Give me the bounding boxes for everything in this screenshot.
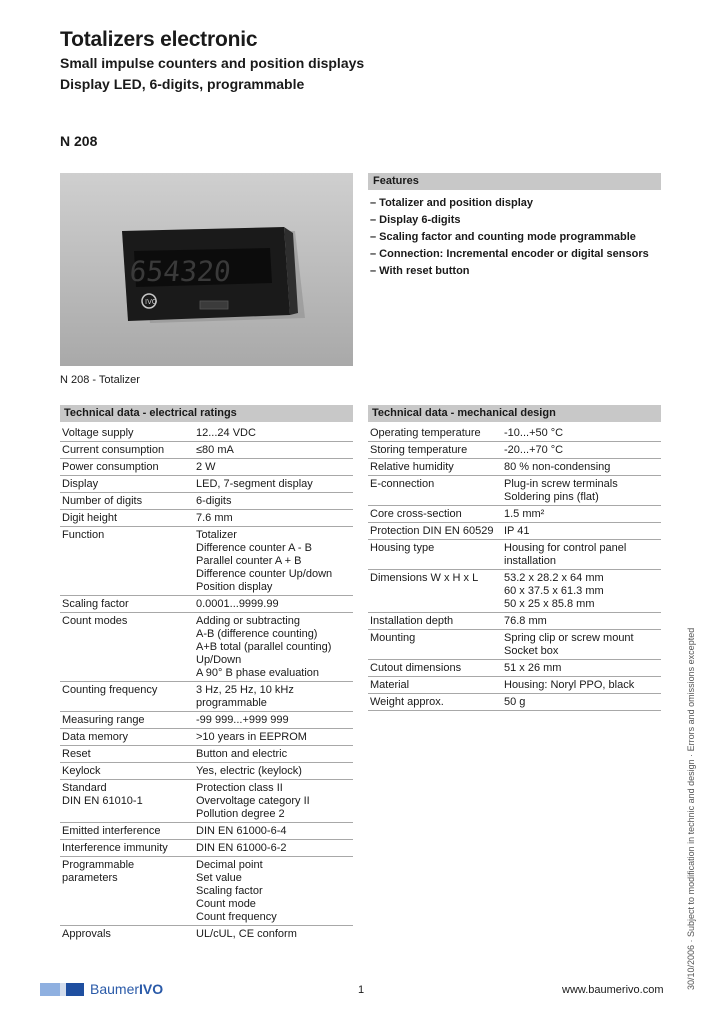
spec-value-line: Housing: Noryl PPO, black <box>504 679 635 691</box>
electrical-table <box>60 425 353 942</box>
spec-value <box>502 613 661 630</box>
spec-value-line: UL/cUL, CE conform <box>196 928 297 940</box>
spec-label-line: Installation depth <box>370 615 454 627</box>
spec-label-line: Number of digits <box>62 495 143 507</box>
spec-value-line: DIN EN 61000-6-4 <box>196 825 287 837</box>
page-subtitle: Small impulse counters and position displays <box>60 55 365 71</box>
spec-row <box>60 613 353 682</box>
spec-value <box>194 476 353 493</box>
spec-value-line: Yes, electric (keylock) <box>196 765 302 777</box>
feature-item: – Totalizer and position display <box>370 197 533 209</box>
display-digits: 654320 <box>127 255 233 288</box>
spec-label <box>368 677 502 694</box>
spec-row <box>368 660 661 677</box>
spec-row <box>60 493 353 510</box>
spec-label <box>60 442 194 459</box>
spec-value-line: LED, 7-segment display <box>196 478 313 490</box>
photo-caption: N 208 - Totalizer <box>60 374 140 386</box>
spec-label-line: Count modes <box>62 615 128 627</box>
spec-value <box>194 729 353 746</box>
brand-bar-gap <box>60 983 66 996</box>
spec-value <box>502 476 661 506</box>
spec-label-line: Mounting <box>370 632 416 644</box>
spec-label-line: Dimensions W x H x L <box>370 572 479 584</box>
counter-device-illustration <box>60 173 353 366</box>
spec-label-line: Programmable <box>62 859 135 871</box>
spec-value-line: IP 41 <box>504 525 530 537</box>
reset-button-illustration <box>200 301 228 309</box>
spec-row <box>368 694 661 711</box>
spec-row <box>60 857 353 926</box>
spec-value-line: Count mode <box>196 898 256 910</box>
spec-value-line: -99 999...+999 999 <box>196 714 289 726</box>
spec-value <box>194 746 353 763</box>
spec-row <box>60 425 353 442</box>
spec-label-line: Scaling factor <box>62 598 129 610</box>
spec-label-line: Relative humidity <box>370 461 454 473</box>
spec-value-line: Position display <box>196 581 273 593</box>
brand-logo <box>90 981 163 997</box>
spec-label <box>60 527 194 596</box>
spec-value <box>194 712 353 729</box>
spec-row <box>368 425 661 442</box>
spec-value-line: installation <box>504 555 556 567</box>
spec-row <box>368 613 661 630</box>
spec-label <box>60 780 194 823</box>
spec-value-line: 1.5 mm² <box>504 508 545 520</box>
spec-label-line: Voltage supply <box>62 427 134 439</box>
spec-value-line: Pollution degree 2 <box>196 808 285 820</box>
spec-value <box>502 425 661 442</box>
spec-value <box>502 677 661 694</box>
spec-label-line: Reset <box>62 748 91 760</box>
spec-label <box>60 476 194 493</box>
spec-label <box>368 694 502 711</box>
spec-label-line: Keylock <box>62 765 101 777</box>
spec-value-line: Parallel counter A + B <box>196 555 302 567</box>
spec-row <box>60 780 353 823</box>
spec-value <box>194 682 353 712</box>
spec-value-line: Soldering pins (flat) <box>504 491 599 503</box>
mechanical-heading: Technical data - mechanical design <box>368 405 661 422</box>
spec-label <box>368 523 502 540</box>
spec-value-line: 6-digits <box>196 495 232 507</box>
features-list <box>370 196 649 281</box>
spec-value <box>194 510 353 527</box>
spec-value <box>502 660 661 677</box>
spec-row <box>60 527 353 596</box>
spec-row <box>60 510 353 527</box>
spec-label <box>60 712 194 729</box>
spec-label-line: E-connection <box>370 478 435 490</box>
spec-value <box>502 570 661 613</box>
spec-value-line: Plug-in screw terminals <box>504 478 618 490</box>
spec-row <box>60 763 353 780</box>
product-photo <box>60 173 353 366</box>
spec-label <box>60 746 194 763</box>
website-link[interactable]: www.baumerivo.com <box>562 984 664 996</box>
spec-row <box>60 840 353 857</box>
spec-value <box>502 523 661 540</box>
spec-value <box>502 506 661 523</box>
spec-value <box>194 442 353 459</box>
spec-label <box>368 540 502 570</box>
spec-value-line: Totalizer <box>196 529 237 541</box>
spec-value-line: Housing for control panel <box>504 542 627 554</box>
brand-name: Baumer <box>90 981 140 997</box>
spec-value <box>194 527 353 596</box>
spec-value-line: 60 x 37.5 x 61.3 mm <box>504 585 604 597</box>
spec-value <box>502 442 661 459</box>
spec-label-line: DIN EN 61010-1 <box>62 795 143 807</box>
spec-value-line: ≤80 mA <box>196 444 234 456</box>
spec-row <box>60 682 353 712</box>
spec-row <box>368 677 661 694</box>
spec-label-line: Current consumption <box>62 444 165 456</box>
spec-value-line: Spring clip or screw mount <box>504 632 634 644</box>
spec-label-line: Cutout dimensions <box>370 662 462 674</box>
spec-label <box>60 823 194 840</box>
feature-item: – Display 6-digits <box>370 214 461 226</box>
feature-item: – Scaling factor and counting mode programmable <box>370 231 636 243</box>
spec-value <box>194 596 353 613</box>
spec-value-line: 3 Hz, 25 Hz, 10 kHz <box>196 684 294 696</box>
svg-text:IVO: IVO <box>145 298 158 306</box>
spec-value <box>502 540 661 570</box>
spec-row <box>368 630 661 660</box>
spec-value <box>194 823 353 840</box>
spec-label-line: Material <box>370 679 410 691</box>
electrical-heading: Technical data - electrical ratings <box>60 405 353 422</box>
spec-row <box>368 570 661 613</box>
spec-value <box>502 694 661 711</box>
mechanical-table <box>368 425 661 711</box>
spec-value <box>194 926 353 943</box>
spec-label-line: Weight approx. <box>370 696 444 708</box>
spec-label-line: Approvals <box>62 928 111 940</box>
spec-value <box>194 857 353 926</box>
spec-label <box>368 630 502 660</box>
spec-row <box>60 476 353 493</box>
spec-label <box>60 763 194 780</box>
spec-value-line: 2 W <box>196 461 216 473</box>
spec-row <box>60 459 353 476</box>
spec-label-line: Protection DIN EN 60529 <box>370 525 494 537</box>
side-note: 30/10/2006 · Subject to modification in technic and design · Errors and omissions excepted <box>686 627 696 990</box>
spec-row <box>60 712 353 729</box>
page-title: Totalizers electronic <box>60 28 258 51</box>
spec-label <box>368 459 502 476</box>
spec-value <box>502 459 661 476</box>
spec-label <box>368 570 502 613</box>
spec-value <box>194 763 353 780</box>
spec-value-line: Scaling factor <box>196 885 263 897</box>
spec-value-line: Count frequency <box>196 911 277 923</box>
features-heading: Features <box>368 173 661 190</box>
spec-row <box>60 746 353 763</box>
spec-value <box>194 780 353 823</box>
spec-row <box>60 596 353 613</box>
spec-value-line: 76.8 mm <box>504 615 547 627</box>
spec-value-line: Up/Down <box>196 654 242 666</box>
spec-value-line: 12...24 VDC <box>196 427 256 439</box>
spec-row <box>60 926 353 943</box>
spec-value <box>194 840 353 857</box>
spec-value-line: Difference counter Up/down <box>196 568 333 580</box>
spec-label <box>60 729 194 746</box>
spec-label <box>60 613 194 682</box>
model-number: N 208 <box>60 133 98 149</box>
spec-row <box>60 823 353 840</box>
feature-item: – With reset button <box>370 265 470 277</box>
spec-value-line: 51 x 26 mm <box>504 662 562 674</box>
spec-value-line: Decimal point <box>196 859 263 871</box>
spec-value <box>194 493 353 510</box>
spec-row <box>368 476 661 506</box>
spec-value-line: Protection class II <box>196 782 283 794</box>
spec-label-line: Storing temperature <box>370 444 468 456</box>
spec-label-line: Measuring range <box>62 714 145 726</box>
page-subtitle-display: Display LED, 6-digits, programmable <box>60 76 305 92</box>
brand-bar-accent <box>40 983 60 996</box>
spec-label-line: Display <box>62 478 99 490</box>
spec-row <box>368 459 661 476</box>
spec-label-line: Interference immunity <box>62 842 168 854</box>
spec-value-line: Overvoltage category II <box>196 795 310 807</box>
spec-label-line: Data memory <box>62 731 129 743</box>
spec-value-line: 80 % non-condensing <box>504 461 611 473</box>
spec-label-line: Housing type <box>370 542 435 554</box>
spec-label-line: Standard <box>62 782 107 794</box>
spec-label <box>368 425 502 442</box>
spec-row <box>60 729 353 746</box>
spec-value-line: A-B (difference counting) <box>196 628 318 640</box>
spec-value-line: A+B total (parallel counting) <box>196 641 332 653</box>
spec-row <box>368 540 661 570</box>
spec-row <box>60 442 353 459</box>
spec-row <box>368 523 661 540</box>
spec-value-line: programmable <box>196 697 267 709</box>
spec-label-line: Power consumption <box>62 461 159 473</box>
spec-value-line: Socket box <box>504 645 559 657</box>
spec-value <box>194 613 353 682</box>
spec-label <box>368 613 502 630</box>
brand-suffix: IVO <box>139 981 164 997</box>
spec-label-line: Function <box>62 529 105 541</box>
spec-value-line: -20...+70 °C <box>504 444 564 456</box>
spec-label <box>60 493 194 510</box>
page-number: 1 <box>358 984 365 996</box>
spec-label <box>60 510 194 527</box>
spec-label <box>60 459 194 476</box>
feature-item: – Connection: Incremental encoder or digital sensors <box>370 248 649 260</box>
spec-value <box>194 459 353 476</box>
spec-label-line: Emitted interference <box>62 825 161 837</box>
spec-value-line: 53.2 x 28.2 x 64 mm <box>504 572 604 584</box>
spec-label <box>60 596 194 613</box>
spec-value-line: 7.6 mm <box>196 512 233 524</box>
spec-label <box>368 660 502 677</box>
spec-label-line: Core cross-section <box>370 508 462 520</box>
spec-value-line: DIN EN 61000-6-2 <box>196 842 287 854</box>
spec-label-line: parameters <box>62 872 118 884</box>
spec-label <box>60 425 194 442</box>
spec-label-line: Digit height <box>62 512 118 524</box>
spec-label <box>60 682 194 712</box>
spec-value-line: Set value <box>196 872 242 884</box>
spec-value-line: Adding or subtracting <box>196 615 300 627</box>
spec-value-line: 50 g <box>504 696 526 708</box>
spec-label-line: Counting frequency <box>62 684 158 696</box>
spec-value-line: Difference counter A - B <box>196 542 312 554</box>
spec-value-line: >10 years in EEPROM <box>196 731 307 743</box>
spec-label <box>368 506 502 523</box>
spec-row <box>368 506 661 523</box>
spec-value <box>502 630 661 660</box>
spec-label <box>60 926 194 943</box>
spec-label <box>368 442 502 459</box>
spec-value-line: A 90° B phase evaluation <box>196 667 320 679</box>
spec-label-line: Operating temperature <box>370 427 481 439</box>
spec-label <box>60 840 194 857</box>
spec-label <box>368 476 502 506</box>
spec-row <box>368 442 661 459</box>
spec-value <box>194 425 353 442</box>
spec-value-line: -10...+50 °C <box>504 427 564 439</box>
spec-label <box>60 857 194 926</box>
spec-value-line: Button and electric <box>196 748 288 760</box>
spec-value-line: 0.0001...9999.99 <box>196 598 279 610</box>
spec-value-line: 50 x 25 x 85.8 mm <box>504 598 595 610</box>
